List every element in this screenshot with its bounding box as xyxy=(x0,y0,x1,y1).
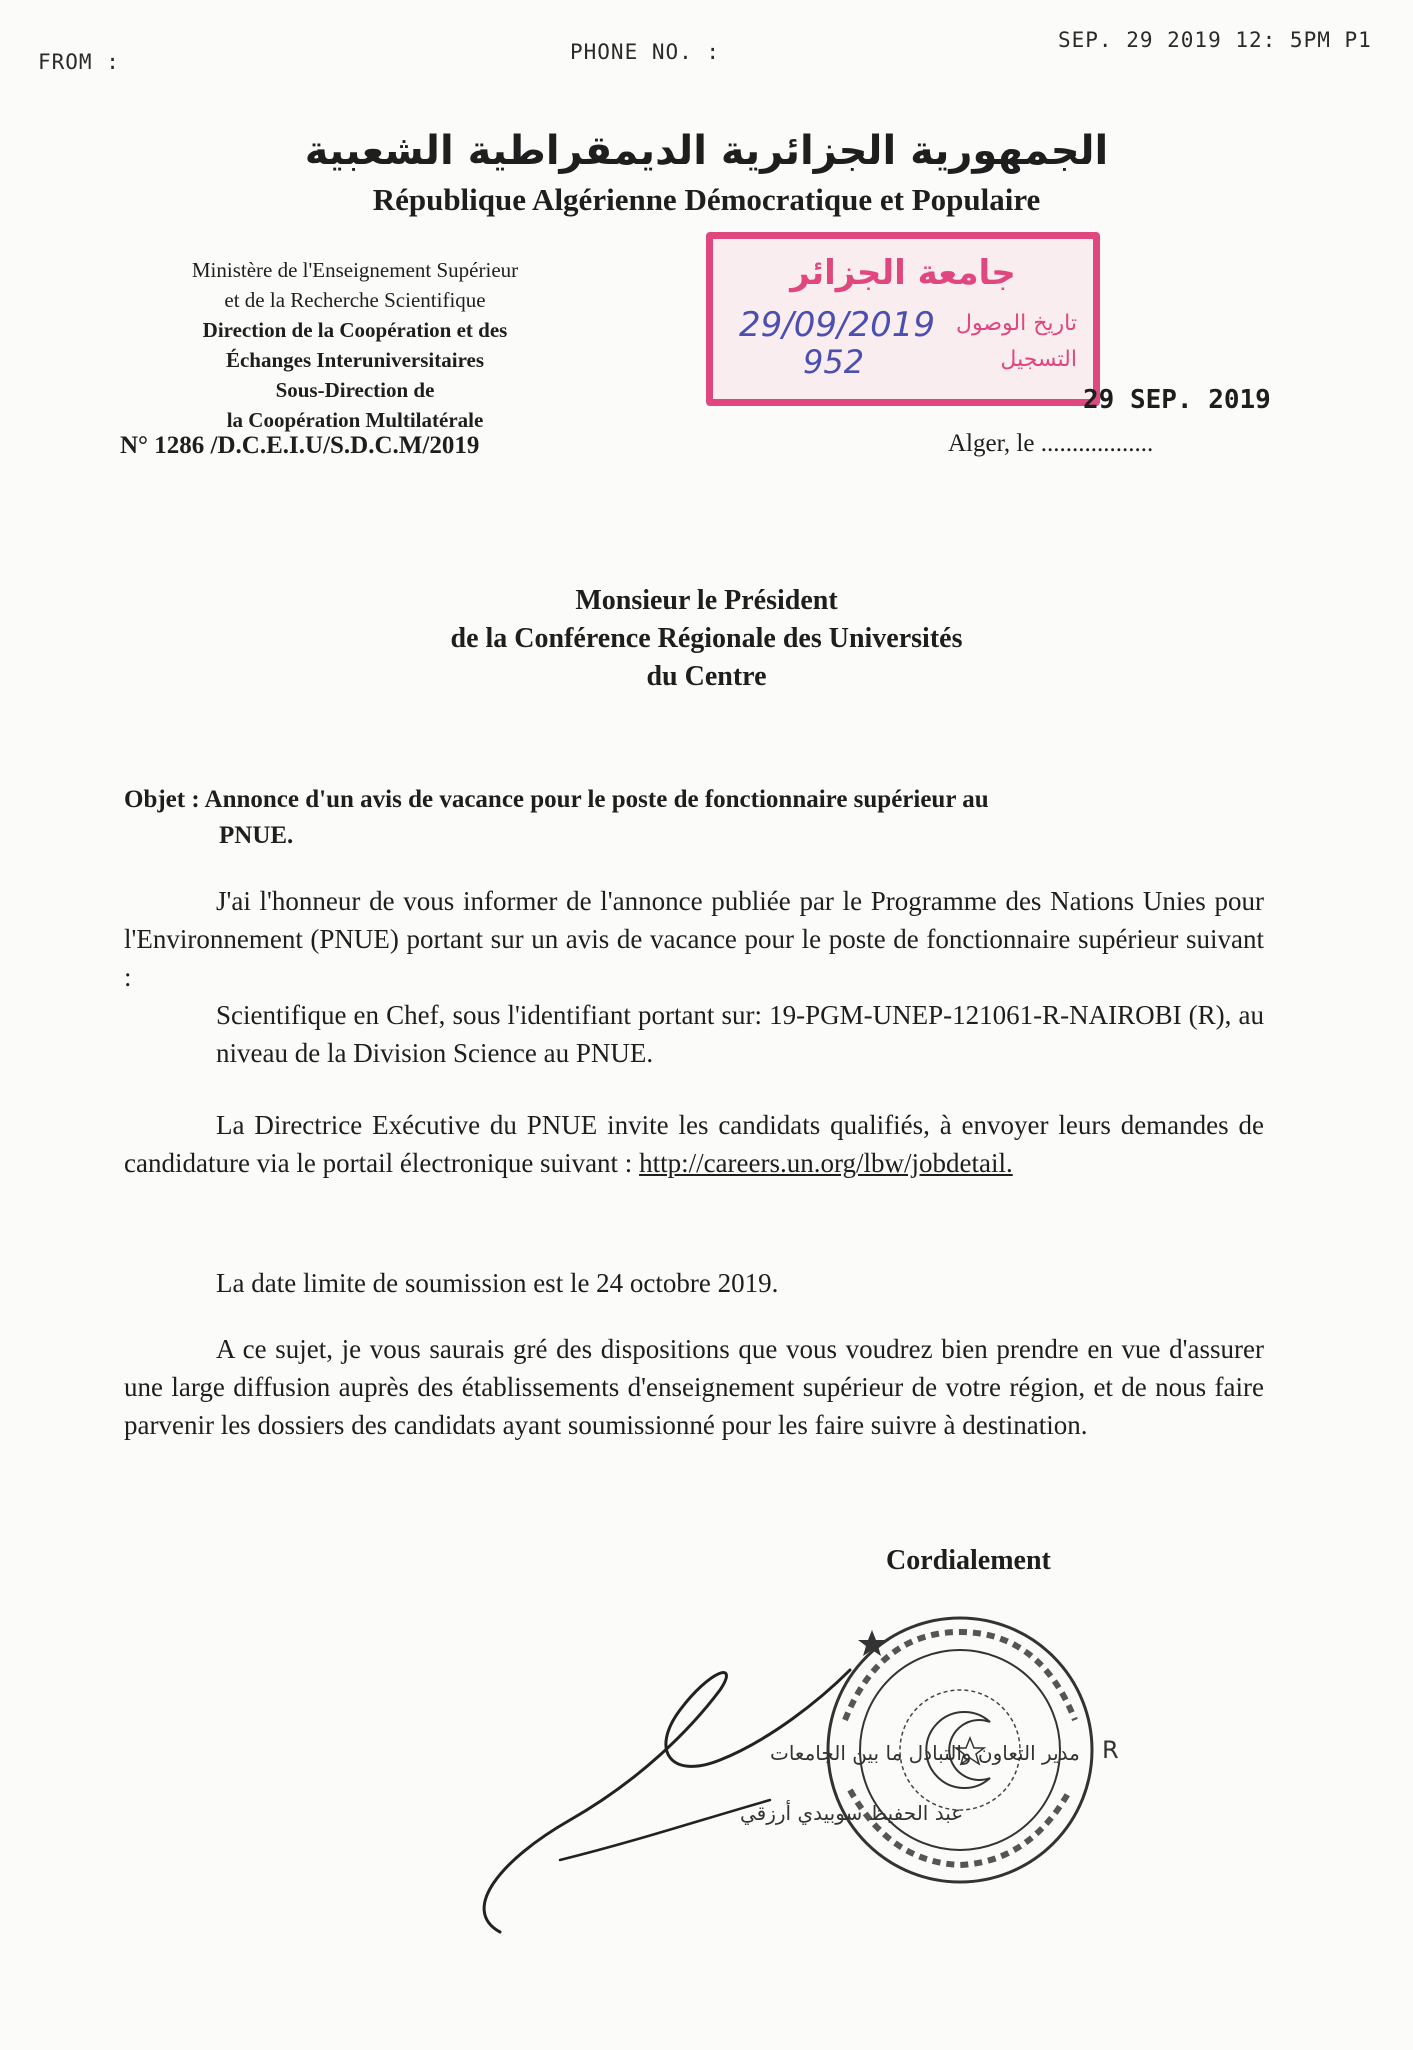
sender-line: et de la Recherche Scientifique xyxy=(224,288,486,312)
stamp-arrival-label: تاريخ الوصول xyxy=(956,311,1077,336)
signature-area xyxy=(440,1610,1140,1950)
paragraph-text: La Directrice Exécutive du PNUE invite les candidats qualifiés, à envoyer leurs demandes de candidature via le portail électronique suivant : xyxy=(124,1110,1264,1178)
signature-seal-graphic xyxy=(440,1610,1140,1950)
date-stamp: 29 SEP. 2019 xyxy=(1083,385,1271,415)
signature-title xyxy=(770,1741,1080,1765)
subject xyxy=(124,782,1284,854)
stamp-registration-label: التسجيل xyxy=(1000,347,1077,372)
stamp-handwritten-date: 29/09/2019 xyxy=(739,305,935,345)
subject-line: Objet : Annonce d'un avis de vacance pour le poste de fonctionnaire supérieur au xyxy=(124,786,989,813)
sender-line: Sous-Direction de xyxy=(275,378,435,402)
signature-name xyxy=(740,1800,963,1826)
place-date: Alger, le .................. xyxy=(948,430,1154,457)
paragraph-text: J'ai l'honneur de vous informer de l'annonce publiée par le Programme des Nations Unies pour l'Environnement (PNUE) portant sur un avis de vacance pour le poste de fonctionnaire supérieur suivant : xyxy=(124,886,1264,992)
paragraph-2 xyxy=(124,1106,1264,1182)
signature-name-text: عبد الحفيظ سوبيدي أرزقي xyxy=(740,1801,964,1825)
svg-text:R: R xyxy=(1102,1736,1119,1764)
vacancy-item: Scientifique en Chef, sous l'identifiant portant sur: 19-PGM-UNEP-121061-R-NAIROBI (R), au niveau de la Division Science au PNUE. xyxy=(216,1000,1264,1068)
recipient-line: Monsieur le Président xyxy=(575,585,838,616)
recipient-block xyxy=(0,582,1413,696)
sender-line: la Coopération Multilatérale xyxy=(226,408,484,432)
registration-stamp xyxy=(706,232,1100,406)
stamp-institution: جامعة الجزائر xyxy=(790,253,1016,293)
sender-block xyxy=(120,255,590,435)
arabic-header: الجمهورية الجزائرية الديمقراطية الشعبية xyxy=(304,128,1109,174)
sender-line: Direction de la Coopération et des xyxy=(202,318,508,342)
recipient-line: de la Conférence Régionale des Universités xyxy=(450,623,963,654)
fax-phone: PHONE NO. : xyxy=(570,40,721,64)
paragraph-1 xyxy=(124,882,1264,1072)
sender-line: Échanges Interuniversitaires xyxy=(225,348,485,372)
fax-datetime: SEP. 29 2019 12: 5PM P1 xyxy=(1058,28,1372,52)
subject-line: PNUE. xyxy=(219,822,294,849)
french-header: République Algérienne Démocratique et Populaire xyxy=(372,182,1041,217)
sender-line: Ministère de l'Enseignement Supérieur xyxy=(191,258,519,282)
reference-number: N° 1286 /D.C.E.I.U/S.D.C.M/2019 xyxy=(120,432,480,459)
fax-from: FROM : xyxy=(38,50,120,74)
careers-link[interactable]: http://careers.un.org/lbw/jobdetail. xyxy=(639,1148,1013,1178)
paragraph-3: La date limite de soumission est le 24 octobre 2019. xyxy=(216,1268,779,1298)
paragraph-4: A ce sujet, je vous saurais gré des dispositions que vous voudrez bien prendre en vue d'assurer une large diffusion auprès des établissements d'enseignement supérieur de votre région, et de nous faire parvenir les dossiers des candidats ayant soumissionné pour les faire suivre à destination. xyxy=(124,1334,1264,1440)
stamp-handwritten-number: 952 xyxy=(803,343,865,381)
closing: Cordialement xyxy=(886,1545,1051,1576)
signature-title-text: مدير التعاون والتبادل ما بين الجامعات xyxy=(770,1741,1080,1765)
recipient-line: du Centre xyxy=(646,661,767,692)
